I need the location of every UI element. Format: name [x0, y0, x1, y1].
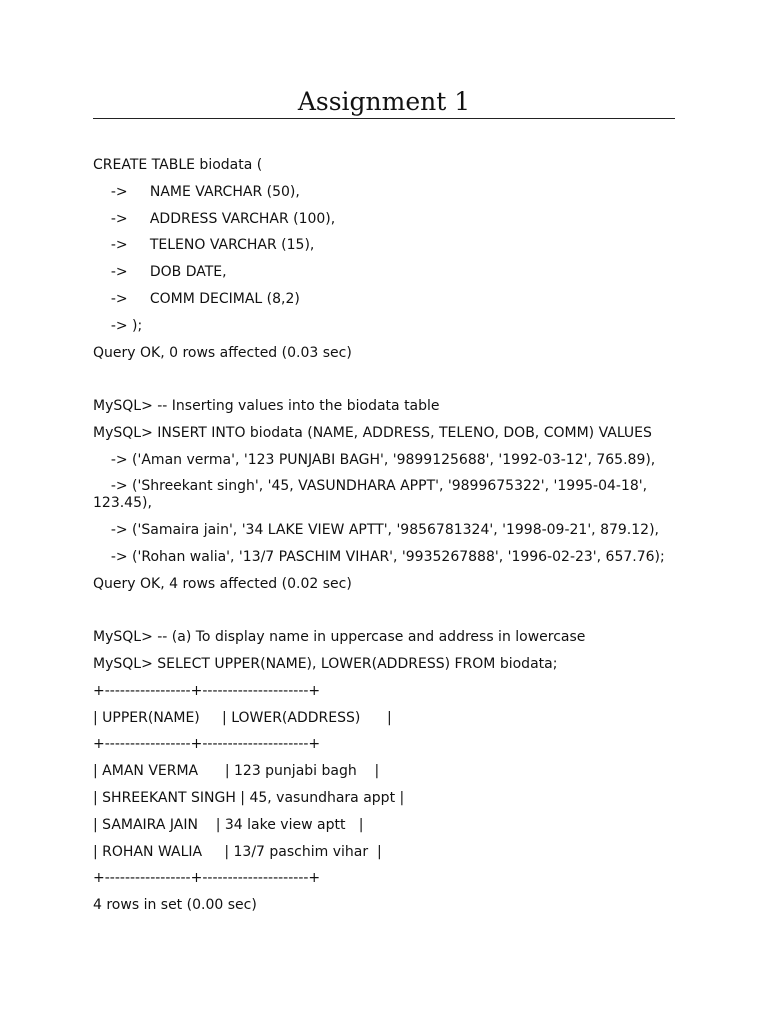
text-line: -> TELENO VARCHAR (15), — [93, 237, 315, 254]
text-line: -> COMM DECIMAL (8,2) — [93, 290, 300, 307]
text-line: +-----------------+---------------------+ — [93, 870, 321, 887]
document-page — [93, 86, 675, 924]
text-line: -> DOB DATE, — [93, 264, 227, 281]
text-line: Query OK, 0 rows affected (0.03 sec) — [93, 344, 352, 361]
text-line: | ROHAN WALIA | 13/7 paschim vihar | — [93, 843, 382, 860]
text-line: +-----------------+---------------------+ — [93, 736, 321, 753]
text-line: +-----------------+---------------------+ — [93, 682, 321, 699]
block-spacer — [93, 603, 675, 630]
document-body — [93, 157, 675, 914]
text-line: -> ('Samaira jain', '34 LAKE VIEW APTT', '9856781324', '1998-09-21', 879.12), — [93, 522, 659, 539]
text-line: -> ('Shreekant singh', '45, VASUNDHARA APPT', '9899675322', '1995-04-18', 123.45), — [93, 478, 652, 512]
text-line: -> NAME VARCHAR (50), — [93, 183, 300, 200]
text-line: | UPPER(NAME) | LOWER(ADDRESS) | — [93, 709, 392, 726]
text-line: MySQL> SELECT UPPER(NAME), LOWER(ADDRESS) FROM biodata; — [93, 655, 558, 672]
text-line: CREATE TABLE biodata ( — [93, 157, 263, 173]
text-line: MySQL> -- Inserting values into the biodata table — [93, 397, 440, 414]
document-title: Assignment 1 — [93, 86, 675, 119]
text-line: -> ('Aman verma', '123 PUNJABI BAGH', '9899125688', '1992-03-12', 765.89), — [93, 451, 656, 468]
block-spacer — [93, 371, 675, 398]
text-line: -> ('Rohan walia', '13/7 PASCHIM VIHAR', '9935267888', '1996-02-23', 657.76); — [93, 548, 665, 565]
text-line: | SHREEKANT SINGH | 45, vasundhara appt | — [93, 789, 405, 806]
text-line: -> ADDRESS VARCHAR (100), — [93, 210, 336, 227]
text-line: MySQL> INSERT INTO biodata (NAME, ADDRESS, TELENO, DOB, COMM) VALUES — [93, 424, 652, 441]
text-line: -> ); — [93, 317, 143, 334]
text-line: 4 rows in set (0.00 sec) — [93, 897, 257, 914]
text-line: | AMAN VERMA | 123 punjabi bagh | — [93, 763, 380, 780]
text-line: | SAMAIRA JAIN | 34 lake view aptt | — [93, 816, 364, 833]
text-line: MySQL> -- (a) To display name in uppercase and address in lowercase — [93, 629, 586, 646]
text-line: Query OK, 4 rows affected (0.02 sec) — [93, 575, 352, 592]
